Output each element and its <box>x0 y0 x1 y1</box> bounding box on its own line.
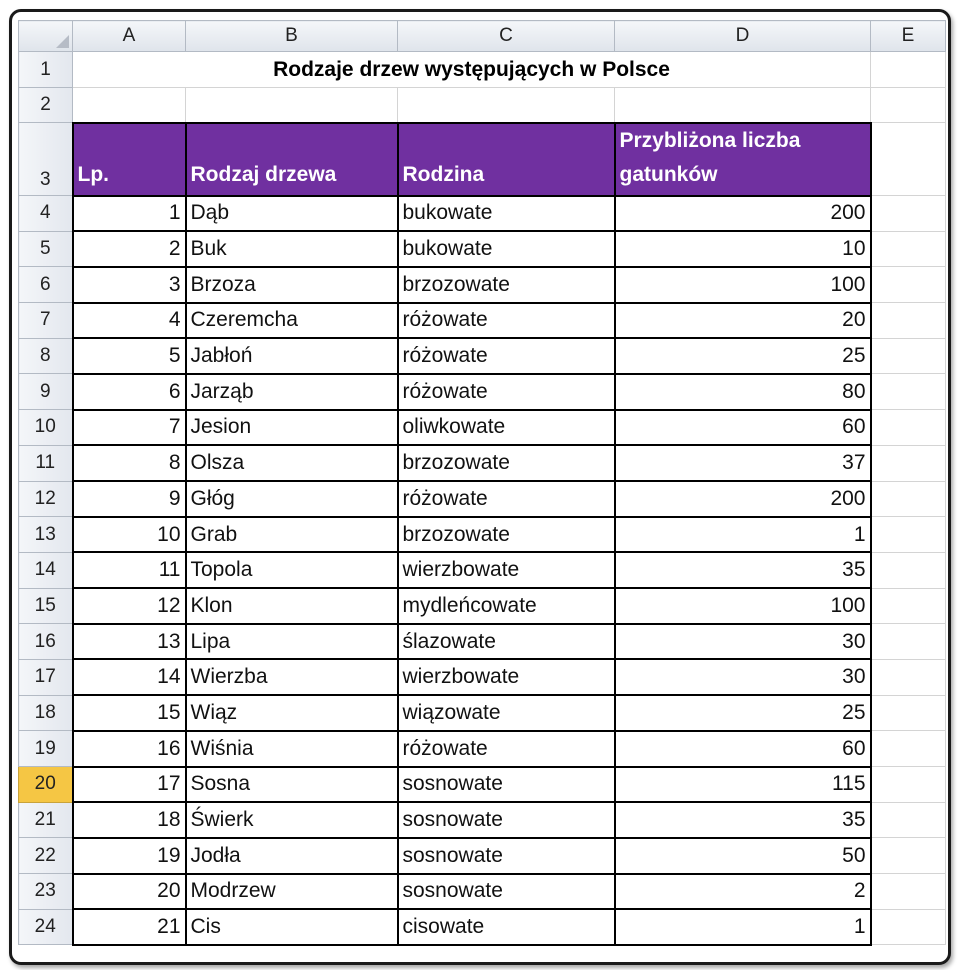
cell-lp[interactable]: 3 <box>73 267 186 303</box>
row-header[interactable]: 20 <box>19 767 73 803</box>
empty-cell[interactable] <box>871 517 946 553</box>
cell-family[interactable]: brzozowate <box>398 445 615 481</box>
cell-lp[interactable]: 8 <box>73 445 186 481</box>
cell-tree[interactable]: Modrzew <box>186 874 398 910</box>
table-row <box>19 338 946 374</box>
empty-cell[interactable] <box>871 88 946 123</box>
table-row <box>19 659 946 695</box>
row-header[interactable]: 19 <box>19 731 73 767</box>
empty-cell[interactable] <box>871 481 946 517</box>
cell-species[interactable]: 30 <box>615 624 871 660</box>
cell-family[interactable]: wierzbowate <box>398 659 615 695</box>
table-row <box>19 267 946 303</box>
cell-tree[interactable]: Topola <box>186 552 398 588</box>
empty-cell[interactable] <box>186 88 398 123</box>
row-header[interactable]: 6 <box>19 267 73 303</box>
cell-family[interactable]: sosnowate <box>398 767 615 803</box>
cell-family[interactable]: brzozowate <box>398 267 615 303</box>
header-tree[interactable]: Rodzaj drzewa <box>186 123 398 196</box>
spreadsheet-grid <box>18 20 946 946</box>
cell-species[interactable]: 100 <box>615 588 871 624</box>
cell-lp[interactable]: 6 <box>73 374 186 410</box>
cell-family[interactable]: bukowate <box>398 196 615 232</box>
cell-tree[interactable]: Dąb <box>186 196 398 232</box>
spreadsheet-window <box>9 9 951 965</box>
empty-cell[interactable] <box>871 874 946 910</box>
table-title[interactable]: Rodzaje drzew występujących w Polsce <box>73 52 871 88</box>
empty-cell[interactable] <box>871 303 946 339</box>
cell-species[interactable]: 1 <box>615 517 871 553</box>
cell-family[interactable]: różowate <box>398 374 615 410</box>
table-row <box>19 481 946 517</box>
cell-tree[interactable]: Jodła <box>186 838 398 874</box>
row-header[interactable]: 16 <box>19 624 73 660</box>
cell-species[interactable]: 25 <box>615 695 871 731</box>
cell-tree[interactable]: Czeremcha <box>186 303 398 339</box>
row-header[interactable]: 13 <box>19 517 73 553</box>
select-all-triangle-icon <box>56 35 69 48</box>
row-header[interactable]: 10 <box>19 410 73 446</box>
empty-cell[interactable] <box>871 196 946 232</box>
table-row <box>19 909 946 945</box>
table-row <box>19 838 946 874</box>
cell-lp[interactable]: 4 <box>73 303 186 339</box>
cell-species[interactable]: 80 <box>615 374 871 410</box>
cell-lp[interactable]: 13 <box>73 624 186 660</box>
cell-family[interactable]: różowate <box>398 481 615 517</box>
cell-tree[interactable]: Klon <box>186 588 398 624</box>
cell-lp[interactable]: 9 <box>73 481 186 517</box>
column-header-a[interactable]: A <box>73 21 186 52</box>
cell-family[interactable]: wiązowate <box>398 695 615 731</box>
column-header-c[interactable]: C <box>398 21 615 52</box>
cell-tree[interactable]: Świerk <box>186 802 398 838</box>
cell-species[interactable]: 60 <box>615 731 871 767</box>
table-row <box>19 624 946 660</box>
empty-cell[interactable] <box>871 659 946 695</box>
cell-tree[interactable]: Buk <box>186 231 398 267</box>
cell-lp[interactable]: 11 <box>73 552 186 588</box>
empty-cell[interactable] <box>871 445 946 481</box>
cell-lp[interactable]: 5 <box>73 338 186 374</box>
empty-cell[interactable] <box>871 588 946 624</box>
cell-tree[interactable]: Wierzba <box>186 659 398 695</box>
table-row <box>19 731 946 767</box>
cell-tree[interactable]: Olsza <box>186 445 398 481</box>
cell-lp[interactable]: 12 <box>73 588 186 624</box>
column-header-row <box>19 21 946 52</box>
cell-species[interactable]: 30 <box>615 659 871 695</box>
cell-tree[interactable]: Grab <box>186 517 398 553</box>
header-species[interactable]: Przybliżona liczba gatunków <box>615 123 871 196</box>
row-header[interactable]: 7 <box>19 303 73 339</box>
table-row <box>19 695 946 731</box>
row-header[interactable]: 24 <box>19 909 73 945</box>
cell-tree[interactable]: Brzoza <box>186 267 398 303</box>
empty-cell[interactable] <box>871 410 946 446</box>
cell-species[interactable]: 37 <box>615 445 871 481</box>
cell-species[interactable]: 35 <box>615 552 871 588</box>
cell-family[interactable]: wierzbowate <box>398 552 615 588</box>
cell-lp[interactable]: 2 <box>73 231 186 267</box>
empty-cell[interactable] <box>615 88 871 123</box>
table-row <box>19 52 946 88</box>
row-header[interactable]: 4 <box>19 196 73 232</box>
table-row <box>19 517 946 553</box>
table-row <box>19 374 946 410</box>
cell-family[interactable]: sosnowate <box>398 802 615 838</box>
cell-tree[interactable]: Jabłoń <box>186 338 398 374</box>
cell-tree[interactable]: Wiąz <box>186 695 398 731</box>
table-row <box>19 874 946 910</box>
table-row <box>19 303 946 339</box>
cell-species[interactable]: 100 <box>615 267 871 303</box>
row-header[interactable]: 3 <box>19 123 73 196</box>
cell-family[interactable]: ślazowate <box>398 624 615 660</box>
table-row <box>19 196 946 232</box>
cell-tree[interactable]: Cis <box>186 909 398 945</box>
table-row <box>19 588 946 624</box>
cell-lp[interactable]: 15 <box>73 695 186 731</box>
cell-family[interactable]: cisowate <box>398 909 615 945</box>
table-row <box>19 552 946 588</box>
cell-family[interactable]: mydleńcowate <box>398 588 615 624</box>
row-header[interactable]: 5 <box>19 231 73 267</box>
column-header-e[interactable]: E <box>871 21 946 52</box>
header-row <box>19 123 946 196</box>
cell-family[interactable]: sosnowate <box>398 838 615 874</box>
row-header[interactable]: 14 <box>19 552 73 588</box>
cell-tree[interactable]: Jarząb <box>186 374 398 410</box>
row-header[interactable]: 22 <box>19 838 73 874</box>
cell-species[interactable]: 200 <box>615 481 871 517</box>
empty-cell[interactable] <box>871 767 946 803</box>
cell-lp[interactable]: 7 <box>73 410 186 446</box>
table-row <box>19 802 946 838</box>
empty-cell[interactable] <box>871 231 946 267</box>
cell-family[interactable]: różowate <box>398 338 615 374</box>
row-header[interactable]: 2 <box>19 88 73 123</box>
cell-species[interactable]: 50 <box>615 838 871 874</box>
cell-lp[interactable]: 16 <box>73 731 186 767</box>
cell-species[interactable]: 20 <box>615 303 871 339</box>
cell-lp[interactable]: 10 <box>73 517 186 553</box>
empty-cell[interactable] <box>871 909 946 945</box>
cell-family[interactable]: sosnowate <box>398 874 615 910</box>
cell-species[interactable]: 1 <box>615 909 871 945</box>
table-row <box>19 88 946 123</box>
row-header[interactable]: 23 <box>19 874 73 910</box>
cell-species[interactable]: 115 <box>615 767 871 803</box>
cell-species[interactable]: 60 <box>615 410 871 446</box>
row-header[interactable]: 9 <box>19 374 73 410</box>
row-header[interactable]: 17 <box>19 659 73 695</box>
cell-species[interactable]: 10 <box>615 231 871 267</box>
cell-family[interactable]: różowate <box>398 731 615 767</box>
row-header[interactable]: 15 <box>19 588 73 624</box>
row-header[interactable]: 11 <box>19 445 73 481</box>
cell-lp[interactable]: 17 <box>73 767 186 803</box>
cell-tree[interactable]: Jesion <box>186 410 398 446</box>
row-header[interactable]: 18 <box>19 695 73 731</box>
row-header[interactable]: 21 <box>19 802 73 838</box>
cell-lp[interactable]: 21 <box>73 909 186 945</box>
cell-tree[interactable]: Wiśnia <box>186 731 398 767</box>
cell-lp[interactable]: 19 <box>73 838 186 874</box>
cell-lp[interactable]: 1 <box>73 196 186 232</box>
row-header[interactable]: 8 <box>19 338 73 374</box>
header-lp[interactable]: Lp. <box>73 123 186 196</box>
empty-cell[interactable] <box>398 88 615 123</box>
empty-cell[interactable] <box>871 624 946 660</box>
cell-species[interactable]: 35 <box>615 802 871 838</box>
cell-family[interactable]: oliwkowate <box>398 410 615 446</box>
select-all-button[interactable] <box>19 21 73 52</box>
cell-lp[interactable]: 14 <box>73 659 186 695</box>
empty-cell[interactable] <box>871 374 946 410</box>
table-row <box>19 445 946 481</box>
empty-cell[interactable] <box>871 123 946 196</box>
cell-tree[interactable]: Sosna <box>186 767 398 803</box>
cell-family[interactable]: różowate <box>398 303 615 339</box>
empty-cell[interactable] <box>871 267 946 303</box>
empty-cell[interactable] <box>871 52 946 88</box>
table-row <box>19 231 946 267</box>
table-row <box>19 410 946 446</box>
empty-cell[interactable] <box>871 695 946 731</box>
cell-tree[interactable]: Głóg <box>186 481 398 517</box>
cell-lp[interactable]: 20 <box>73 874 186 910</box>
empty-cell[interactable] <box>871 838 946 874</box>
empty-cell[interactable] <box>871 802 946 838</box>
cell-species[interactable]: 200 <box>615 196 871 232</box>
cell-family[interactable]: brzozowate <box>398 517 615 553</box>
empty-cell[interactable] <box>871 552 946 588</box>
cell-tree[interactable]: Lipa <box>186 624 398 660</box>
empty-cell[interactable] <box>73 88 186 123</box>
cell-lp[interactable]: 18 <box>73 802 186 838</box>
row-header[interactable]: 12 <box>19 481 73 517</box>
cell-species[interactable]: 25 <box>615 338 871 374</box>
column-header-d[interactable]: D <box>615 21 871 52</box>
empty-cell[interactable] <box>871 731 946 767</box>
column-header-b[interactable]: B <box>186 21 398 52</box>
cell-family[interactable]: bukowate <box>398 231 615 267</box>
table-row <box>19 767 946 803</box>
empty-cell[interactable] <box>871 338 946 374</box>
header-family[interactable]: Rodzina <box>398 123 615 196</box>
row-header[interactable]: 1 <box>19 52 73 88</box>
cell-species[interactable]: 2 <box>615 874 871 910</box>
